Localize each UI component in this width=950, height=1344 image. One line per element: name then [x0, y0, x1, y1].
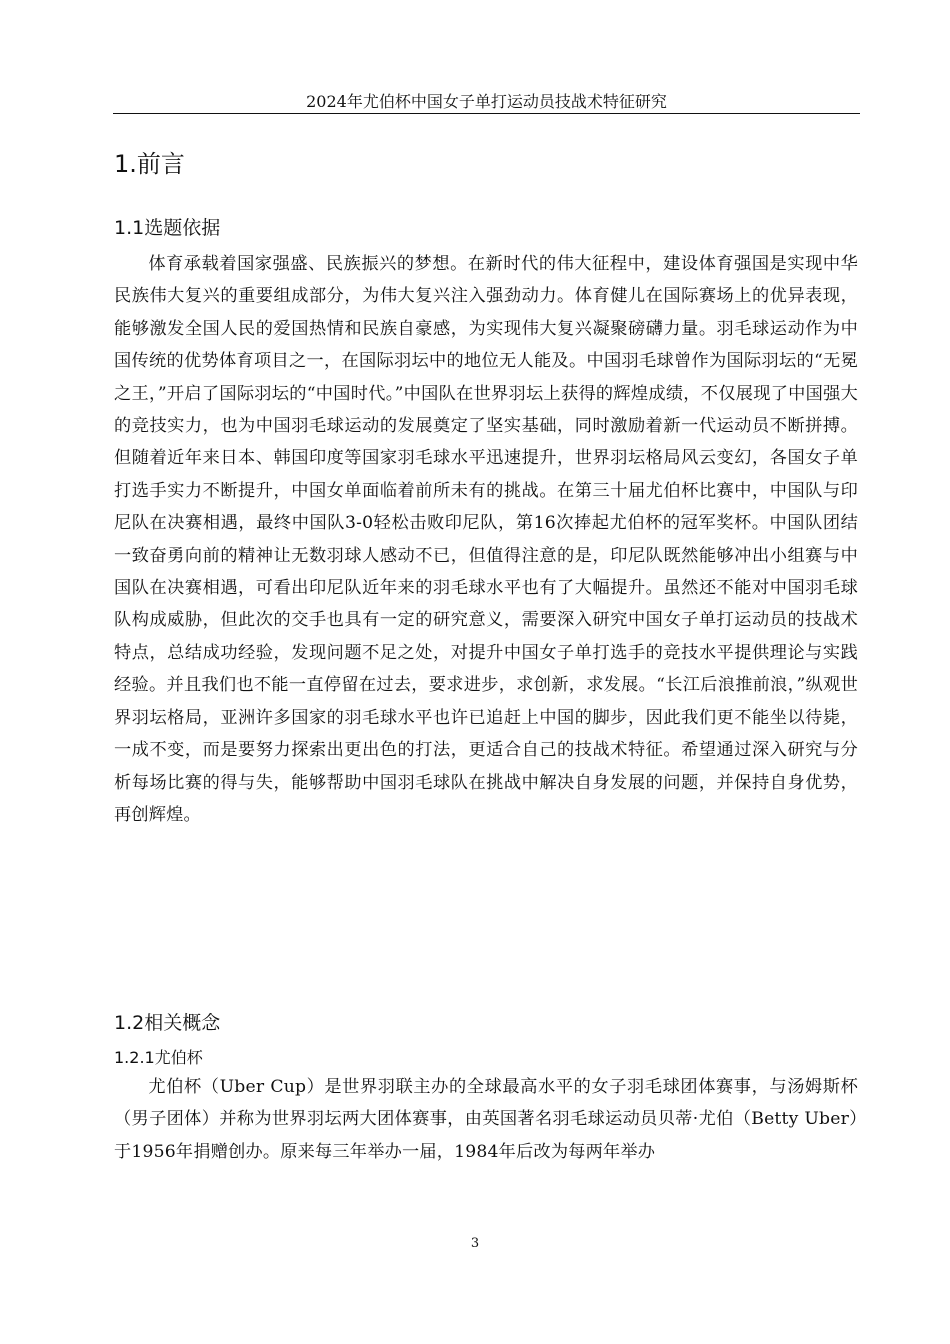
section-heading-1-2-1: 1.2.1尤伯杯 — [114, 1048, 203, 1067]
header-rule — [113, 113, 860, 114]
section-heading-1: 1.前言 — [114, 150, 185, 178]
paragraph-topic-basis: 体育承载着国家强盛、民族振兴的梦想。在新时代的伟大征程中，建设体育强国是实现中华民族伟大复兴的重要组成部分，为伟大复兴注入强劲动力。体育健儿在国际赛场上的优异表现，能够激发全国人民的爱国热情和民族自豪感，为实现伟大复兴凝聚磅礴力量。羽毛球运动作为中国传统的优势体育项目之一，在国际羽坛中的地位无人能及。中国羽毛球曾作为国际羽坛的“无冕之王，”开启了国际羽坛的“中国时代。”中国队在世界羽坛上获得的辉煌成绩，不仅展现了中国强大的竞技实力，也为中国羽毛球运动的发展奠定了坚实基础，同时激励着新一代运动员不断拼搏。但随着近年来日本、韩国印度等国家羽毛球水平迅速提升，世界羽坛格局风云变幻，各国女子单打选手实力不断提升，中国女单面临着前所未有的挑战。在第三十届尤伯杯比赛中，中国队与印尼队在决赛相遇，最终中国队3-0轻松击败印尼队，第16次捧起尤伯杯的冠军奖杯。中国队团结一致奋勇向前的精神让无数羽球人感动不已，但值得注意的是，印尼队既然能够冲出小组赛与中国队在决赛相遇，可看出印尼队近年来的羽毛球水平也有了大幅提升。虽然还不能对中国羽毛球队构成威胁，但此次的交手也具有一定的研究意义，需要深入研究中国女子单打运动员的技战术特点，总结成功经验，发现问题不足之处，对提升中国女子单打选手的竞技水平提供理论与实践经验。并且我们也不能一直停留在过去，要求进步，求创新，求发展。“长江后浪推前浪，”纵观世界羽坛格局，亚洲许多国家的羽毛球水平也许已追赶上中国的脚步，因此我们更不能坐以待毙，一成不变，而是要努力探索出更出色的打法，更适合自己的技战术特征。希望通过深入研究与分析每场比赛的得与失，能够帮助中国羽毛球队在挑战中解决自身发展的问题，并保持自身优势，再创辉煌。 — [114, 254, 858, 825]
running-header: 2024年尤伯杯中国女子单打运动员技战术特征研究 — [306, 92, 667, 111]
page-number: 3 — [470, 1236, 480, 1251]
section-heading-1-2: 1.2相关概念 — [114, 1012, 221, 1034]
section-heading-1-1: 1.1选题依据 — [114, 217, 221, 239]
paragraph-uber-cup: 尤伯杯（Uber Cup）是世界羽联主办的全球最高水平的女子羽毛球团体赛事，与汤姆斯杯（男子团体）并称为世界羽坛两大团体赛事，由英国著名羽毛球运动员贝蒂·尤伯（Betty Uber）于1956年捐赠创办。原来每三年举办一届，1984年后改为每两年举办 — [114, 1077, 858, 1162]
